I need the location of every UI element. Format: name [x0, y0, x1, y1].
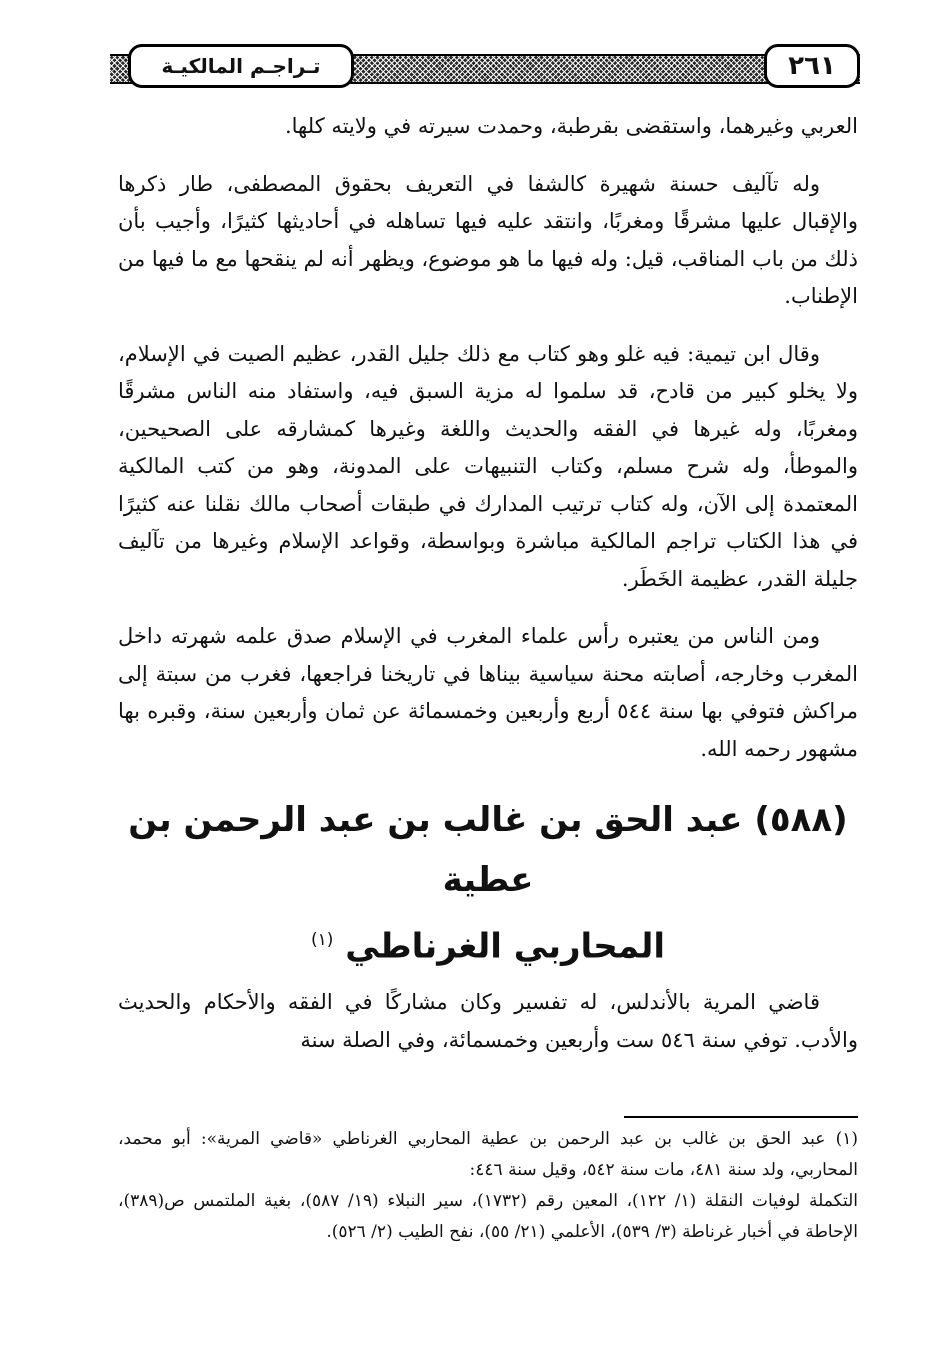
- main-text: [118, 108, 858, 1059]
- footnote-divider: [624, 1116, 858, 1118]
- footnotes: [118, 1124, 858, 1248]
- footnote-reference[interactable]: (١): [310, 930, 334, 950]
- page-number: ٢٦١: [764, 44, 860, 88]
- footnote-1: (١) عبد الحق بن غالب بن عبد الرحمن بن عطية المحاربي الغرناطي «قاضي المرية»: أبو محمد، المحاربي، ولد سنة ٤٨١، مات سنة ٥٤٢، وقيل سنة ٤٤٦:: [118, 1129, 858, 1180]
- paragraph-ibn-taymiyya: وقال ابن تيمية: فيه غلو وهو كتاب مع ذلك جليل القدر، عظيم الصيت في الإسلام، ولا يخلو كبير من قادح، قد سلموا له مزية السبق فيه، واستفاد منه الناس مشرقًا ومغربًا، وله غيرها في الفقه والحديث واللغة وغيرها كمشارقه على الصحيحين، والموطأ، وله شرح مسلم، وكتاب التنبيهات على المدونة، وهو من كتب المالكية المعتمدة إلى الآن، وله كتاب ترتيب المدارك في طبقات أصحاب مالك نقلنا عنه كثيرًا في هذا الكتاب تراجم المالكية مباشرة وبواسطة، وقواعد الإسلام وغيرها من تآليف جليلة القدر، عظيمة الخَطَر.: [118, 341, 859, 591]
- entry-heading: [118, 790, 858, 976]
- entry-heading-line1: (٥٨٨) عبد الحق بن غالب بن عبد الرحمن بن عطية: [128, 800, 848, 900]
- entry-heading-line2: المحاربي الغرناطي: [345, 926, 666, 967]
- entry-heading-line2-wrap: [118, 910, 858, 976]
- paragraph-biography-end: ومن الناس من يعتبره رأس علماء المغرب في الإسلام صدق علمه شهرته داخل المغرب وخارجه، أصابته محنة سياسية بيناها في تاريخنا فراجعها، فغرب من سبتة إلى مراكش فتوفي بها سنة ٥٤٤ أربع وأربعين وخمسمائة عن ثمان وأربعين سنة، وقبره بها مشهور رحمه الله.: [118, 624, 858, 761]
- running-title: تـراجـم المالكيـة: [128, 44, 354, 88]
- paragraph-entry-588: قاضي المرية بالأندلس، له تفسير وكان مشاركًا في الفقه والأحكام والحديث والأدب. توفي سنة ٥٤٦ ست وأربعين وخمسمائة، وفي الصلة سنة: [118, 990, 858, 1052]
- paragraph-shifa: وله تآليف حسنة شهيرة كالشفا في التعريف بحقوق المصطفى، طار ذكرها والإقبال عليها مشرقًا ومغربًا، وانتقد عليه فيها تساهله في أحاديثها كثيرًا، وأجيب بأن ذلك من باب المناقب، قيل: وله فيها ما هو موضوع، ويظهر أنه لم ينقحها مع ما فيها من الإطناب.: [118, 171, 858, 308]
- page-header: [110, 42, 860, 94]
- paragraph-continuation: العربي وغيرهما، واستقضى بقرطبة، وحمدت سيرته في ولايته كلها.: [284, 114, 858, 138]
- footnote-1-sources: التكملة لوفيات النقلة (١/ ١٢٢)، المعين رقم (١٧٣٢)، سير النبلاء (١٩/ ٥٨٧)، بغية الملتمس ص(٣٨٩)، الإحاطة في أخبار غرناطة (٣/ ٥٣٩)، الأعلمي (٢١/ ٥٥)، نفح الطيب (٢/ ٥٢٦).: [118, 1191, 858, 1242]
